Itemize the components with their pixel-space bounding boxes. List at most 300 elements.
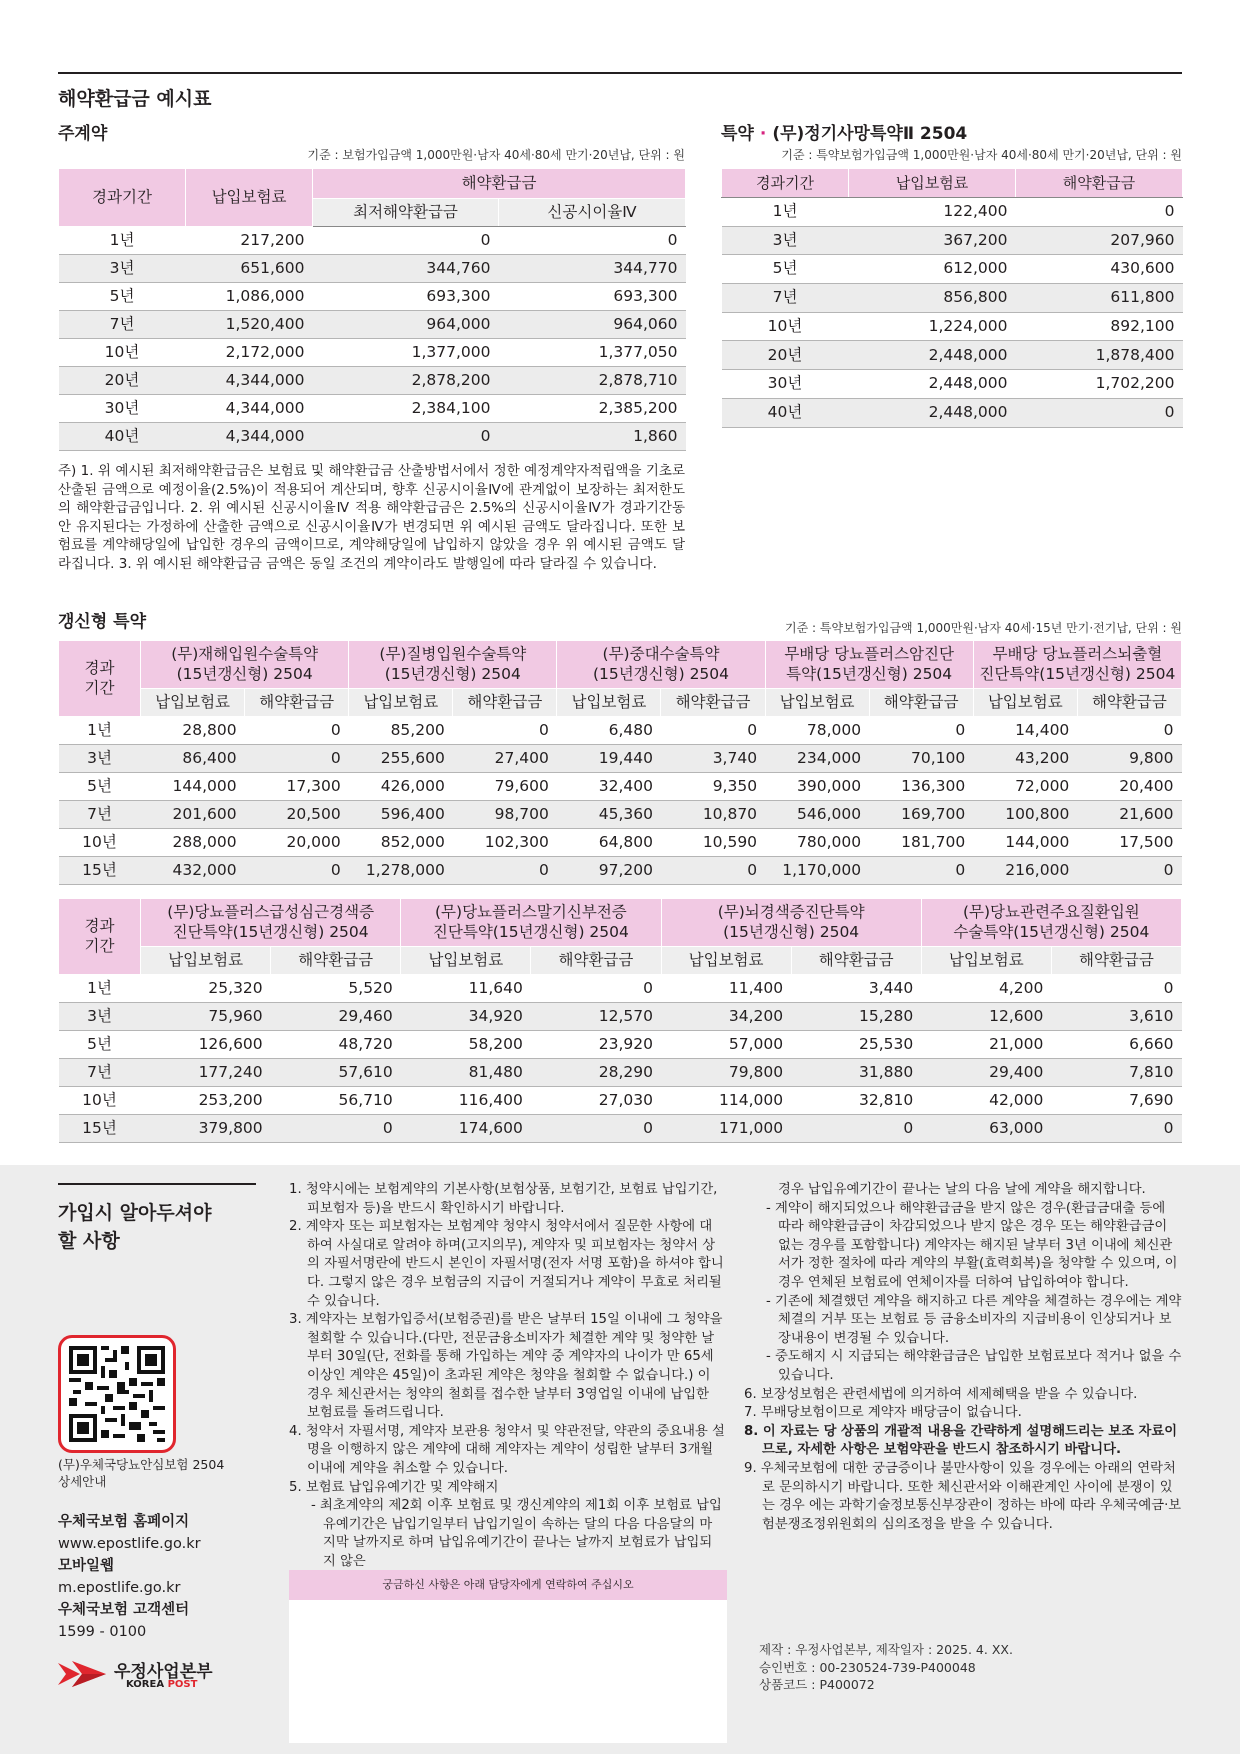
product-header [141, 899, 401, 947]
cell-value: 780,000 [765, 829, 869, 857]
sub-header-refund: 해약환급금 [869, 689, 973, 717]
cell-value: 12,600 [921, 1003, 1051, 1031]
cell-value: 9,800 [1077, 745, 1181, 773]
cell-value: 0 [453, 857, 557, 885]
table-row [59, 1115, 1182, 1143]
period-header-2: 기간 [84, 678, 115, 697]
sub-header-premium: 납입보험료 [765, 689, 869, 717]
cell-value: 0 [245, 745, 349, 773]
main-contract-caption: 기준 : 보험가입금액 1,000만원·남자 40세·80세 만기·20년납, 단위 : 원 [307, 148, 685, 162]
cell-value: 367,200 [849, 226, 1016, 255]
row-period: 7년 [59, 311, 186, 339]
cell-value: 0 [869, 857, 973, 885]
row-period: 20년 [722, 341, 849, 370]
cell-value: 0 [869, 717, 973, 745]
cell-value: 1,702,200 [1016, 370, 1183, 399]
cell-value: 17,300 [245, 773, 349, 801]
cell-value: 25,320 [141, 975, 271, 1003]
cell-value: 15,280 [791, 1003, 921, 1031]
cell-value: 2,384,100 [313, 395, 499, 423]
rider-title [721, 119, 967, 144]
info-section [0, 1165, 1240, 1754]
contact-block [58, 1511, 201, 1643]
cell-value: 651,600 [186, 255, 313, 283]
cell-value: 1,878,400 [1016, 341, 1183, 370]
cell-value: 2,448,000 [849, 398, 1016, 427]
product-name-line1: 무배당 당뇨플러스뇌출혈 [992, 645, 1163, 664]
cell-value: 122,400 [849, 198, 1016, 227]
notice-item: 8. 이 자료는 당 상품의 개괄적 내용을 간략하게 설명해드리는 보조 자료이므로, 자세한 사항은 보험약관을 반드시 참조하시기 바랍니다. [744, 1423, 1178, 1458]
cell-value: 116,400 [401, 1087, 531, 1115]
logo-en-post: POST [167, 1679, 198, 1690]
mobile-link[interactable]: m.epostlife.go.kr [58, 1580, 181, 1596]
cell-value: 693,300 [499, 283, 686, 311]
cell-value: 171,000 [661, 1115, 791, 1143]
row-period: 5년 [59, 773, 141, 801]
logo-kr-text: 우정사업본부 [114, 1662, 213, 1682]
product-name-line1: (무)질병입원수술특약 [379, 645, 527, 664]
info-rule [58, 1183, 256, 1185]
rider-th-premium: 납입보험료 [849, 169, 1016, 198]
cell-value: 27,030 [531, 1087, 661, 1115]
rider-th-period: 경과기간 [722, 169, 849, 198]
cell-value: 0 [271, 1115, 401, 1143]
cell-value: 9,350 [661, 773, 765, 801]
table-row [59, 311, 686, 339]
row-period: 30년 [59, 395, 186, 423]
th-period: 경과기간 [59, 169, 186, 227]
info-title-line2: 할 사항 [58, 1230, 120, 1252]
cell-value: 2,172,000 [186, 339, 313, 367]
info-title-line1: 가입시 알아두셔야 [58, 1202, 212, 1224]
table-row [59, 717, 1182, 745]
table-row [722, 255, 1183, 284]
cell-value: 136,300 [869, 773, 973, 801]
center-label: 우체국보험 고객센터 [58, 1602, 190, 1618]
table-row [59, 367, 686, 395]
cell-value: 216,000 [973, 857, 1077, 885]
row-period: 20년 [59, 367, 186, 395]
korea-post-logo [58, 1655, 238, 1695]
cell-value: 11,400 [661, 975, 791, 1003]
product-name-line1: (무)재해입원수술특약 [171, 645, 319, 664]
cell-value: 1,377,000 [313, 339, 499, 367]
main-contract-table [58, 168, 686, 451]
cell-value: 4,200 [921, 975, 1051, 1003]
cell-value: 23,920 [531, 1031, 661, 1059]
cell-value: 20,500 [245, 801, 349, 829]
main-contract-note: 주) 1. 위 예시된 최저해약환급금은 보험료 및 해약환급금 산출방법서에서 정한 예정계약자적립액을 기초로 산출된 금액으로 예정이율(2.5%)이 적용되어 계산되며, 향후 신공시이율Ⅳ에 관계없이 보장하는 최저한도의 해약환급금입니다. 2. 위 예시된 신공시이율Ⅳ 적용 해약환급금은 2.5%의 신공시이율Ⅳ가 경과기간동안 유지된다는 가정하에 산출한 금액으로 신공시이율Ⅳ가 변경되면 위 예시된 금액도 달라집니다. 또한 보험료를 계약해당일에 납입한 경우의 금액이므로, 계약해당일에 납입하지 않았을 경우 위 예시된 금액도 달라집니다. 3. 위 예시된 해약환급금 금액은 동일 조건의 계약이라도 발행일에 따라 달라질 수 있습니다. [58, 463, 685, 572]
cell-value: 0 [531, 1115, 661, 1143]
sub-header-premium: 납입보험료 [141, 689, 245, 717]
cell-value: 546,000 [765, 801, 869, 829]
notice-item: 9. 우체국보험에 대한 궁금증이나 불만사항이 있을 경우에는 아래의 연락처로 문의하시기 바랍니다. 또한 체신관서와 이해관계인 사이에 분쟁이 있는 경우 에는 과학기술정보통신부장관이 정하는 바에 따라 우체국예금·보험분쟁조정위원회의 심의조정을 받을 수 있습니다. [744, 1460, 1182, 1532]
cell-value: 964,000 [313, 311, 499, 339]
cell-value: 79,600 [453, 773, 557, 801]
product-header [557, 641, 765, 689]
sub-header-refund: 해약환급금 [271, 947, 401, 975]
table-row [722, 341, 1183, 370]
cell-value: 0 [1016, 398, 1183, 427]
table-row [722, 370, 1183, 399]
table-row [59, 745, 1182, 773]
cell-value: 852,000 [349, 829, 453, 857]
cell-value: 1,224,000 [849, 312, 1016, 341]
cell-value: 217,200 [186, 227, 313, 255]
logo-en-korea: KOREA [126, 1679, 165, 1690]
cell-value: 0 [661, 857, 765, 885]
table-row [59, 801, 1182, 829]
cell-value: 964,060 [499, 311, 686, 339]
row-period: 1년 [59, 717, 141, 745]
sub-header-refund: 해약환급금 [791, 947, 921, 975]
cell-value: 34,200 [661, 1003, 791, 1031]
row-period: 10년 [722, 312, 849, 341]
cell-value: 85,200 [349, 717, 453, 745]
notice-item: 2. 계약자 또는 피보험자는 보험계약 청약시 청약서에서 질문한 사항에 대하여 사실대로 알려야 하며(고지의무), 계약자 및 피보험자는 청약서 상의 자필서명란에 반드시 본인이 자필서명(전자 서명 포함)을 하셔야 합니다. 그렇지 않은 경우 보험금의 지급이 거절되거나 계약이 무효로 처리될 수 있습니다. [289, 1219, 724, 1309]
notice-subitem: - 기존에 체결했던 계약을 해지하고 다른 계약을 체결하는 경우에는 계약체결의 거부 또는 보험료 등 금융소비자의 지급비용이 인상되거나 보장내용이 변경될 수 있습니다. [766, 1293, 1182, 1346]
product-name-line1: (무)당뇨플러스급성심근경색증 [167, 903, 375, 922]
product-name-line2: 진단특약(15년갱신형) 2504 [172, 922, 369, 941]
product-name-line2: (15년갱신형) 2504 [723, 922, 860, 941]
table-row [722, 284, 1183, 313]
cell-value: 10,870 [661, 801, 765, 829]
row-period: 7년 [59, 1059, 141, 1087]
notice-item: 7. 무배당보험이므로 계약자 배당금이 없습니다. [744, 1405, 1022, 1421]
row-period: 15년 [59, 1115, 141, 1143]
cell-value: 2,448,000 [849, 370, 1016, 399]
cell-value: 126,600 [141, 1031, 271, 1059]
product-name-line2: 수술특약(15년갱신형) 2504 [953, 922, 1150, 941]
cell-value: 6,480 [557, 717, 661, 745]
notice-subitem: - 최초계약의 제2회 이후 보험료 및 갱신계약의 제1회 이후 보험료 납입유예기간은 납입기일부터 납입기일이 속하는 달의 다음 다음달의 마지막 날까지로 하며 납입유예기간이 끝나는 날까지 보험료가 납입되지 않은 [311, 1498, 722, 1569]
row-period: 15년 [59, 857, 141, 885]
cell-value: 3,740 [661, 745, 765, 773]
table-row [59, 1059, 1182, 1087]
product-header [141, 641, 349, 689]
cell-value: 102,300 [453, 829, 557, 857]
notice-item: 1. 청약시에는 보험계약의 기본사항(보험상품, 보험기간, 보험료 납입기간, 피보험자 등)을 반드시 확인하시기 바랍니다. [289, 1182, 718, 1216]
cell-value: 2,878,200 [313, 367, 499, 395]
cell-value: 2,878,710 [499, 367, 686, 395]
th-refund: 해약환급금 [313, 169, 686, 199]
approval-text: 승인번호 : 00-230524-739-P400048 [759, 1659, 976, 1675]
row-period: 1년 [59, 975, 141, 1003]
main-contract-title: 주계약 [58, 124, 108, 144]
cell-value: 79,800 [661, 1059, 791, 1087]
cell-value: 390,000 [765, 773, 869, 801]
cell-value: 0 [531, 975, 661, 1003]
th-premium: 납입보험료 [186, 169, 313, 227]
cell-value: 4,344,000 [186, 423, 313, 451]
notice-item: 6. 보장성보험은 관련세법에 의거하여 세제혜택을 받을 수 있습니다. [744, 1386, 1138, 1402]
table-row [59, 1031, 1182, 1059]
product-name-line1: 무배당 당뇨플러스암진단 [784, 645, 954, 664]
cell-value: 86,400 [141, 745, 245, 773]
cell-value: 0 [791, 1115, 921, 1143]
cell-value: 72,000 [973, 773, 1077, 801]
cell-value: 75,960 [141, 1003, 271, 1031]
cell-value: 207,960 [1016, 226, 1183, 255]
product-header [921, 899, 1181, 947]
table-row [59, 829, 1182, 857]
period-header-1: 경과 [84, 659, 115, 678]
product-name-line2: 진단특약(15년갱신형) 2504 [979, 664, 1176, 683]
cell-value: 28,800 [141, 717, 245, 745]
renewal-caption: 기준 : 특약보험가입금액 1,000만원·남자 40세·15년 만기·전기납, 단위 : 원 [785, 621, 1182, 635]
cell-value: 21,000 [921, 1031, 1051, 1059]
table-row [59, 227, 686, 255]
row-period: 3년 [59, 745, 141, 773]
product-header [973, 641, 1181, 689]
sub-header-refund: 해약환급금 [1051, 947, 1181, 975]
cell-value: 169,700 [869, 801, 973, 829]
qr-caption-line2: 상세안내 [58, 1474, 107, 1489]
product-header [401, 899, 661, 947]
sub-header-premium: 납입보험료 [401, 947, 531, 975]
homepage-link[interactable]: www.epostlife.go.kr [58, 1536, 201, 1552]
production-info [759, 1641, 1013, 1694]
row-period: 40년 [59, 423, 186, 451]
renewal-table-2 [58, 898, 1182, 1143]
qr-code[interactable] [58, 1335, 176, 1453]
qr-caption-line1: (무)우체국당뇨안심보험 2504 [58, 1457, 225, 1472]
row-period: 5년 [59, 1031, 141, 1059]
cell-value: 0 [313, 227, 499, 255]
notice-subitem: - 중도해지 시 지급되는 해약환급금은 납입한 보험료보다 적거나 없을 수 있습니다. [766, 1349, 1182, 1383]
cell-value: 344,770 [499, 255, 686, 283]
cell-value: 17,500 [1077, 829, 1181, 857]
table-row [59, 395, 686, 423]
qr-caption [58, 1456, 224, 1490]
cell-value: 5,520 [271, 975, 401, 1003]
cell-value: 10,590 [661, 829, 765, 857]
cell-value: 144,000 [973, 829, 1077, 857]
cell-value: 344,760 [313, 255, 499, 283]
notice-subitem: - 계약이 해지되었으나 해약환급금을 받지 않은 경우(환급금대출 등에 따라 해약환급금이 차감되었으나 받지 않은 경우 또는 해약환급금이 없는 경우를 포함합니다) 계약자는 해지된 날부터 3년 이내에 체신관서가 정한 절차에 따라 계약의 부활(효력회복)을 청약할 수 있으며, 이 경우 연체된 보험료에 연체이자를 더하여 납입하여야 합니다. [766, 1200, 1178, 1290]
cell-value: 144,000 [141, 773, 245, 801]
cell-value: 7,690 [1051, 1087, 1181, 1115]
row-period: 40년 [722, 398, 849, 427]
cell-value: 27,400 [453, 745, 557, 773]
cell-value: 64,800 [557, 829, 661, 857]
cell-value: 7,810 [1051, 1059, 1181, 1087]
cell-value: 58,200 [401, 1031, 531, 1059]
row-period: 3년 [59, 1003, 141, 1031]
cell-value: 63,000 [921, 1115, 1051, 1143]
renewal-table-1 [58, 640, 1182, 885]
cell-value: 253,200 [141, 1087, 271, 1115]
cell-value: 0 [453, 717, 557, 745]
cell-value: 29,460 [271, 1003, 401, 1031]
qr-icon [69, 1346, 165, 1442]
cell-value: 42,000 [921, 1087, 1051, 1115]
product-name-line2: 특약(15년갱신형) 2504 [786, 664, 953, 683]
cell-value: 0 [1051, 975, 1181, 1003]
table-row [59, 1087, 1182, 1115]
cell-value: 19,440 [557, 745, 661, 773]
product-name-line2: (15년갱신형) 2504 [384, 664, 521, 683]
row-period: 3년 [59, 255, 186, 283]
info-title [58, 1199, 211, 1255]
cell-value: 1,860 [499, 423, 686, 451]
cell-value: 0 [661, 717, 765, 745]
th-rate-refund: 신공시이율Ⅳ [499, 199, 686, 227]
table-row [59, 1003, 1182, 1031]
product-name-line2: (15년갱신형) 2504 [176, 664, 313, 683]
center-phone[interactable]: 1599 - 0100 [58, 1624, 147, 1640]
cell-value: 114,000 [661, 1087, 791, 1115]
table-row [722, 198, 1183, 227]
table-row [59, 339, 686, 367]
cell-value: 0 [499, 227, 686, 255]
cell-value: 430,600 [1016, 255, 1183, 284]
product-name-line2: 진단특약(15년갱신형) 2504 [432, 922, 629, 941]
cell-value: 612,000 [849, 255, 1016, 284]
cell-value: 3,440 [791, 975, 921, 1003]
row-period: 5년 [59, 283, 186, 311]
cell-value: 48,720 [271, 1031, 401, 1059]
cell-value: 174,600 [401, 1115, 531, 1143]
cell-value: 78,000 [765, 717, 869, 745]
row-period: 5년 [722, 255, 849, 284]
cell-value: 56,710 [271, 1087, 401, 1115]
cell-value: 426,000 [349, 773, 453, 801]
cell-value: 1,520,400 [186, 311, 313, 339]
period-header-1: 경과 [84, 917, 115, 936]
cell-value: 1,170,000 [765, 857, 869, 885]
contact-box-header: 궁금하신 사항은 아래 담당자에게 연락하여 주십시오 [289, 1570, 727, 1600]
sub-header-premium: 납입보험료 [661, 947, 791, 975]
notice-item: 경우 납입유예기간이 끝나는 날의 다음 날에 계약을 해지합니다. [778, 1182, 1146, 1197]
table-row [722, 312, 1183, 341]
cell-value: 255,600 [349, 745, 453, 773]
cell-value: 288,000 [141, 829, 245, 857]
korea-post-emblem-icon [58, 1659, 108, 1689]
cell-value: 177,240 [141, 1059, 271, 1087]
cell-value: 21,600 [1077, 801, 1181, 829]
cell-value: 1,377,050 [499, 339, 686, 367]
cell-value: 0 [1051, 1115, 1181, 1143]
sub-header-premium: 납입보험료 [921, 947, 1051, 975]
sub-header-premium: 납입보험료 [557, 689, 661, 717]
rider-table [721, 168, 1183, 428]
product-name-line2: (15년갱신형) 2504 [592, 664, 730, 683]
sub-header-refund: 해약환급금 [531, 947, 661, 975]
sub-header-premium: 납입보험료 [973, 689, 1077, 717]
product-name-line1: (무)중대수술특약 [602, 645, 720, 664]
sub-header-premium: 납입보험료 [141, 947, 271, 975]
cell-value: 379,800 [141, 1115, 271, 1143]
cell-value: 0 [245, 717, 349, 745]
cell-value: 28,290 [531, 1059, 661, 1087]
cell-value: 611,800 [1016, 284, 1183, 313]
cell-value: 0 [245, 857, 349, 885]
cell-value: 32,400 [557, 773, 661, 801]
table-row [722, 398, 1183, 427]
cell-value: 34,920 [401, 1003, 531, 1031]
cell-value: 596,400 [349, 801, 453, 829]
product-code-text: 상품코드 : P400072 [759, 1677, 875, 1692]
table-row [722, 226, 1183, 255]
table-row [59, 857, 1182, 885]
cell-value: 4,344,000 [186, 395, 313, 423]
row-period: 30년 [722, 370, 849, 399]
cell-value: 43,200 [973, 745, 1077, 773]
cell-value: 432,000 [141, 857, 245, 885]
table-row [59, 283, 686, 311]
renewal-title: 갱신형 특약 [58, 612, 147, 632]
notice-item: 5. 보험료 납입유예기간 및 계약해지 [289, 1479, 499, 1495]
cell-value: 201,600 [141, 801, 245, 829]
cell-value: 0 [1077, 857, 1181, 885]
cell-value: 45,360 [557, 801, 661, 829]
table-row [59, 423, 686, 451]
sub-header-premium: 납입보험료 [349, 689, 453, 717]
row-period: 7년 [59, 801, 141, 829]
product-name-line1: (무)당뇨플러스말기신부전증 [435, 903, 627, 922]
rider-caption: 기준 : 특약보험가입금액 1,000만원·남자 40세·80세 만기·20년납, 단위 : 원 [781, 148, 1182, 162]
cell-value: 32,810 [791, 1087, 921, 1115]
cell-value: 0 [1016, 198, 1183, 227]
cell-value: 29,400 [921, 1059, 1051, 1087]
cell-value: 856,800 [849, 284, 1016, 313]
cell-value: 2,385,200 [499, 395, 686, 423]
cell-value: 4,344,000 [186, 367, 313, 395]
cell-value: 693,300 [313, 283, 499, 311]
product-name-line1: (무)뇌경색증진단특약 [717, 903, 865, 922]
contact-box [289, 1600, 727, 1743]
cell-value: 20,000 [245, 829, 349, 857]
cell-value: 234,000 [765, 745, 869, 773]
period-header [59, 899, 141, 975]
homepage-label: 우체국보험 홈페이지 [58, 1514, 190, 1530]
notice-column-2 [744, 1181, 1182, 1534]
product-header [349, 641, 557, 689]
notice-column-1 [289, 1181, 725, 1571]
sub-header-refund: 해약환급금 [453, 689, 557, 717]
product-name-line1: (무)당뇨관련주요질환입원 [962, 903, 1140, 922]
row-period: 10년 [59, 1087, 141, 1115]
cell-value: 0 [1077, 717, 1181, 745]
rider-th-refund: 해약환급금 [1016, 169, 1183, 198]
cell-value: 57,000 [661, 1031, 791, 1059]
period-header-2: 기간 [84, 936, 115, 955]
row-period: 3년 [722, 226, 849, 255]
th-min-refund: 최저해약환급금 [313, 199, 499, 227]
sub-header-refund: 해약환급금 [245, 689, 349, 717]
period-header [59, 641, 141, 717]
logo-en-text [126, 1679, 197, 1690]
product-header [661, 899, 921, 947]
row-period: 10년 [59, 339, 186, 367]
rider-title-dot: · [759, 124, 767, 144]
cell-value: 14,400 [973, 717, 1077, 745]
sub-header-refund: 해약환급금 [661, 689, 765, 717]
rider-title-prefix: 특약 [721, 124, 754, 144]
cell-value: 12,570 [531, 1003, 661, 1031]
cell-value: 3,610 [1051, 1003, 1181, 1031]
cell-value: 100,800 [973, 801, 1077, 829]
row-period: 1년 [722, 198, 849, 227]
cell-value: 57,610 [271, 1059, 401, 1087]
rider-title-name: (무)정기사망특약Ⅱ 2504 [772, 124, 968, 144]
cell-value: 1,278,000 [349, 857, 453, 885]
cell-value: 0 [313, 423, 499, 451]
cell-value: 2,448,000 [849, 341, 1016, 370]
table-row [59, 255, 686, 283]
cell-value: 1,086,000 [186, 283, 313, 311]
